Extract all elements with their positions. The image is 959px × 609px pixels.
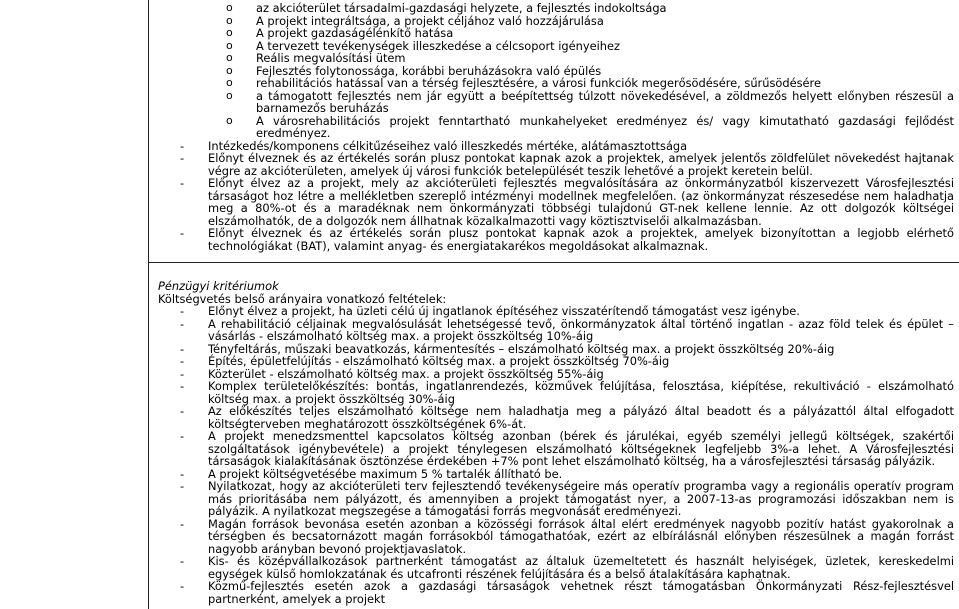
section-heading: Pénzügyi kritériumok: [158, 279, 279, 293]
list-item-text: Nyilatkozat, hogy az akcióterületi terv fejlesztendő tevékenységeire más operatív programba vagy a regionális operatív program más prioritásába nem pályázott, és amennyiben a projekt támogatást nyer, a 2007-13-as programozási időszakban nem is pályázik. A nyilatkozat megszegése a támogatási forrás megvonását eredményezi.: [208, 479, 954, 518]
list-item-text: rehabilitációs hatással van a térség fejlesztésére, a városi funkciók megerősödésére, sűrűsödésére: [256, 76, 821, 90]
sub-criteria-item: [158, 115, 954, 140]
bullet-marker: -: [180, 226, 185, 240]
bullet-marker: -: [180, 316, 185, 331]
list-item-text: A rehabilitáció céljainak megvalósulását lehetségessé tevő, önkormányzatok által történő ingatlan - azaz föld telek és épület –vásárlás - elszámolható költség max. a projekt összköltség 10%-áig: [208, 316, 954, 343]
list-item-text: Fejlesztés folytonossága, korábbi beruházásokra való épülés: [256, 63, 602, 78]
list-item-text: Előnyt élveznek és az értékelés során plusz pontokat kapnak azok a projektek, amelyek bizonyítottan a legjobb elérhető technológiákat (BAT), valamint anyag- és energiatakarékos megoldásokat alkalmaznak.: [208, 226, 954, 253]
list-item-text: A projekt integráltsága, a projekt céljához való hozzájárulása: [256, 13, 604, 28]
list-item-text: Közmű-fejlesztés esetén azok a gazdasági társaságok vehetnek részt támogatásban Önkormányzati Rész-fejlesztésvel partnerként, amelyek a projekt: [208, 579, 954, 606]
bullet-marker: o: [226, 63, 233, 77]
bullet-marker: o: [226, 88, 233, 102]
list-item-text: Az előkészítés teljes elszámolható költsége nem haladhatja meg a pályázó által beadott és a pályázattól által elfogadott költségterveben meghatározott összköltségének 6%-át.: [208, 404, 954, 431]
list-item-text: A projekt gazdaságélénkítő hatása: [256, 26, 454, 40]
criteria-item: [158, 152, 954, 177]
bullet-marker: o: [226, 13, 233, 27]
sub-criteria-list: [158, 2, 954, 140]
list-item-text: Magán források bevonása esetén azonban a közösségi források által elért eredmények nagyobb pozitív hatást gyakorolnak a térségben és becsatornázott magán forrásokból támogathatóak, ezért az elbírálásnál előnyben részesülnek a magán forrást nagyobb arányban bevonó projektjavaslatok.: [208, 516, 954, 556]
criteria-item: [158, 227, 954, 252]
table-row-divider: [148, 262, 959, 263]
list-item-text: A tervezett tevékenységek illeszkedése a célcsoport igényeihez: [256, 38, 620, 53]
list-item-text: A városrehabilitációs projekt fenntartható munkahelyeket eredményez és/ vagy kimutatható gazdasági fejlődést eredményez.: [256, 113, 954, 140]
financial-criteria-item: [158, 580, 954, 605]
criteria-cell-financial: [158, 267, 954, 605]
bullet-marker: -: [180, 479, 185, 493]
bullet-marker: -: [180, 354, 185, 368]
list-item-text: Építés, épületfelújítás - elszámolható költség max. a projekt összköltség 70%-áig: [208, 354, 670, 368]
bullet-marker: o: [226, 76, 233, 89]
list-item-text: A projekt költségvetésébe maximum 5 % tartalék állítható be.: [208, 466, 563, 481]
bullet-marker: -: [180, 304, 185, 318]
bullet-marker: -: [180, 554, 185, 568]
financial-criteria-item: [158, 405, 954, 430]
list-item-text: A projekt menedzsmenttel kapcsolatos költség azonban (bérek és járulékai, egyéb személyi jellegű költségek, szakértői szolgáltatások igénybevétele) a projekt ténylegesen elszámolható költségeknek legfeljebb 3%-a lehet. A Városfejlesztési társaságok kialakításának ösztönzése érdekében +7% pont lehet elszámolható költség, ha a városfejlesztési társaság pályázik.: [208, 429, 954, 468]
criteria-dash-list: [158, 140, 954, 253]
criteria-item: [158, 177, 954, 227]
bullet-marker: -: [180, 379, 185, 393]
bullet-marker: o: [226, 113, 233, 127]
list-item-text: Előnyt élvez a projekt, ha üzleti célú új ingatlanok építéséhez visszatérítendő támogatást vesz igénybe.: [208, 304, 800, 318]
list-item-text: Közterület - elszámolható költség max. a projekt összköltség 55%-áig: [208, 366, 604, 381]
criteria-cell-top: [158, 2, 954, 252]
list-item-text: a támogatott fejlesztés nem jár együtt a beépítettség túlzott növekedésével, a zöldmezős helyett előnyben részesül a barnamezős beruházás: [256, 88, 954, 115]
financial-criteria-item: [158, 555, 954, 580]
list-item-text: Komplex területelőkészítés: bontás, ingatlanrendezés, közművek felújítása, felosztása, kiépítése, rekultiváció - elszámolható költség max. a projekt összköltség 30%-áig: [208, 379, 954, 406]
table-left-border: [148, 0, 149, 609]
financial-criteria-item: [158, 318, 954, 343]
intro-line: Költségvetés belső arányaira vonatkozó feltételek:: [158, 291, 447, 306]
bullet-marker: o: [226, 26, 233, 39]
bullet-marker: -: [180, 341, 185, 356]
bullet-marker: -: [180, 366, 185, 381]
bullet-marker: -: [180, 516, 185, 531]
financial-criteria-item: [158, 380, 954, 405]
financial-criteria-item: [158, 480, 954, 518]
bullet-marker: -: [180, 579, 185, 593]
list-item-text: Előnyt élvez az a projekt, mely az akcióterületi fejlesztés megvalósítására az önkormányzatból kiszervezett Városfejlesztési társaságot hoz létre a mellékletben szereplő intézményi modellnek megfelelően. (az önkormányzat részesedése nem haladhatja meg a 80%-ot és a maradéknak nem önkormányzati többségi tulajdonú GT-nek kellene lennie. Az ott dolgozók költségei elszámolhatók, de a dolgozók nem állhatnak közalkalmazotti vagy köztisztviselői alkalmazásban.: [208, 176, 954, 228]
financial-criteria-item: [158, 518, 954, 556]
bullet-marker: o: [226, 1, 233, 14]
list-item-text: Előnyt élveznek és az értékelés során plusz pontokat kapnak azok a projektek, amelyek jelentős zöldfelület növekedést hajtanak végre az akcióterületen, amelyek új városi funkciók betelepülését teszik lehetővé a projekt keretein belül.: [208, 151, 954, 178]
list-item-text: Intézkedés/komponens célkitűzéseihez való illeszkedés mértéke, alátámasztottsága: [208, 138, 688, 153]
sub-criteria-item: [158, 90, 954, 115]
list-item-text: Tényfeltárás, műszaki beavatkozás, kármentesítés – elszámolható költség max. a projekt összköltség 20%-áig: [208, 341, 835, 356]
financial-criteria-item: [158, 430, 954, 468]
financial-criteria-list: [158, 305, 954, 605]
bullet-marker: -: [180, 138, 185, 153]
bullet-marker: o: [226, 38, 233, 52]
bullet-marker: -: [180, 151, 185, 165]
bullet-marker: -: [180, 404, 185, 418]
bullet-marker: -: [180, 466, 185, 481]
bullet-marker: -: [180, 429, 185, 443]
bullet-marker: o: [226, 51, 233, 64]
list-item-text: Reális megvalósítási ütem: [256, 51, 406, 65]
list-item-text: az akcióterület társadalmi-gazdasági helyzete, a fejlesztés indokoltsága: [256, 1, 667, 15]
bullet-marker: -: [180, 176, 185, 190]
list-item-text: Kis- és középvállalkozások partnerként támogatást az általuk üzemeltetett és használt helyiségek, üzletek, kereskedelmi egységek külső homlokzatának és utcafronti részének felújítására és a belső átalakítására kaphatnak.: [208, 554, 954, 581]
